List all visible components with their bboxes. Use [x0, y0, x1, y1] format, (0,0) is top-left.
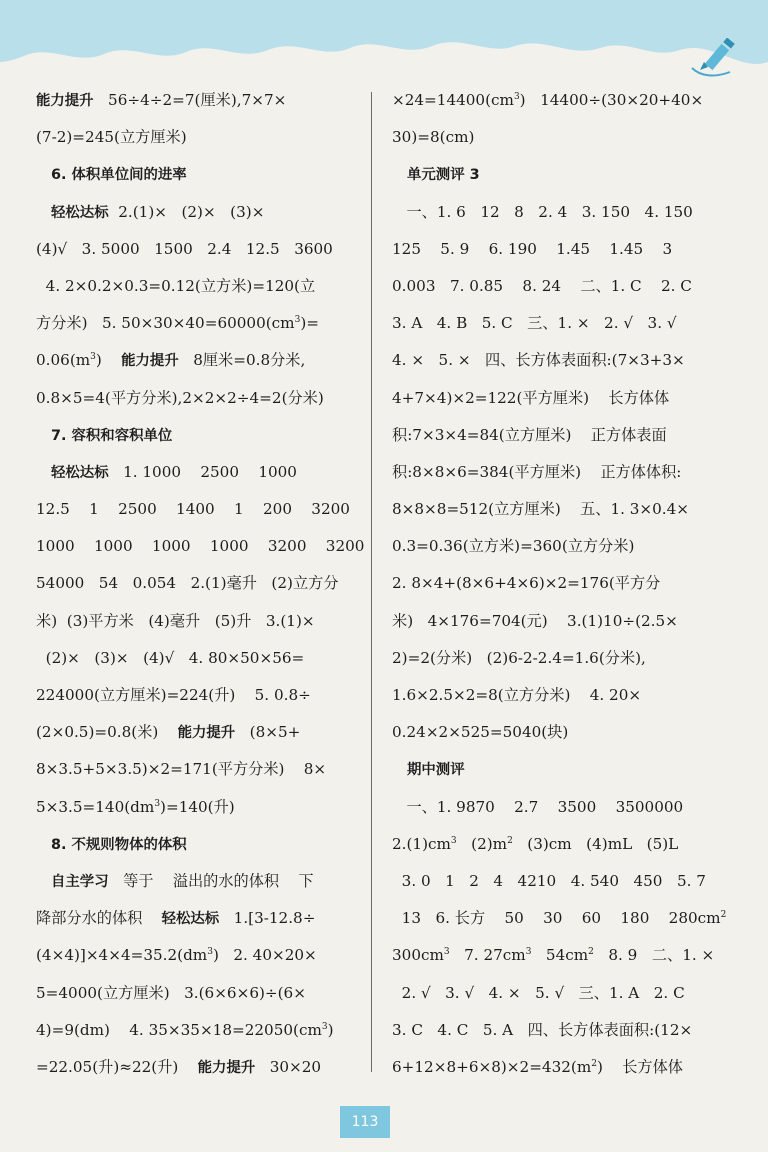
answer-text: )=140(升): [160, 797, 235, 816]
answer-text: ) 14400÷(30×20+40×: [519, 91, 704, 109]
answer-text: 一、1. 6 12 8 2. 4 3. 150 4. 150: [392, 202, 693, 221]
superscript: 3: [450, 835, 457, 846]
answer-text: 3. C 4. C 5. A 四、长方体表面积:(12×: [392, 1020, 693, 1039]
answer-text: 4)=9(dm) 4. 35×35×18=22050(cm: [36, 1020, 322, 1039]
bold-label: 7. 容积和容积单位: [36, 427, 173, 444]
answer-text: 8. 9 二、1. ×: [593, 946, 715, 965]
answer-text: 5×3.5=140(dm: [36, 797, 155, 816]
section-heading: [36, 417, 358, 454]
superscript: 3: [443, 947, 450, 958]
answer-text: 1.[3-12.8÷: [219, 909, 316, 928]
answer-line: [392, 1049, 714, 1086]
superscript: 2: [720, 910, 727, 921]
answer-text: 8×8×8=512(立方厘米) 五、1. 3×0.4×: [392, 500, 690, 519]
answer-text: 8×3.5+5×3.5)×2=171(平方分米) 8×: [36, 760, 327, 779]
answer-text: 4. × 5. × 四、长方体表面积:(7×3+3×: [392, 351, 685, 370]
answer-line: [392, 640, 714, 677]
bold-label: 期中测评: [392, 762, 465, 779]
answer-line: [36, 900, 358, 937]
answer-line: [392, 417, 714, 454]
answer-text: )=: [300, 314, 319, 333]
answer-text: 等于 溢出的水的体积 下: [108, 871, 314, 890]
answer-line: [392, 714, 714, 751]
answer-line: [392, 268, 714, 305]
answer-line: [392, 826, 714, 863]
bold-label: 轻松达标: [161, 911, 220, 928]
superscript: 3: [90, 352, 96, 363]
answer-text: ×24=14400(cm: [392, 91, 514, 109]
superscript: 3: [294, 315, 301, 326]
answer-text: 米) (3)平方米 (4)毫升 (5)升 3.(1)×: [36, 611, 315, 630]
answer-text: 2.(1)cm: [392, 834, 451, 853]
answer-line: [36, 342, 358, 379]
page-number: 113: [340, 1106, 390, 1138]
bold-label: 能力提升: [36, 93, 94, 109]
answer-line: [392, 900, 727, 937]
answer-line: [392, 937, 714, 974]
answer-line: [36, 677, 358, 714]
bold-label: 轻松达标: [36, 204, 109, 221]
answer-line: [392, 863, 714, 900]
bold-label: 轻松达标: [36, 464, 109, 481]
answer-text: 2)=2(分米) (2)6-2-2.4=1.6(分米),: [392, 648, 646, 667]
answer-text: 5=4000(立方厘米) 3.(6×6×6)÷(6×: [36, 983, 306, 1002]
answer-text: 12.5 1 2500 1400 1 200 3200: [36, 500, 350, 519]
answer-text: 米) 4×176=704(元) 3.(1)10÷(2.5×: [392, 611, 678, 630]
answer-line: [392, 380, 714, 417]
bold-label: 单元测评 3: [392, 167, 480, 184]
superscript: 3: [513, 92, 520, 102]
superscript: 3: [154, 798, 161, 809]
answer-text: 7. 27cm: [449, 946, 526, 965]
answer-text: 4. 2×0.2×0.3=0.12(立方米)=120(立: [36, 276, 316, 295]
superscript: 3: [207, 947, 213, 958]
answer-line: [36, 863, 358, 900]
superscript: 2: [588, 947, 594, 958]
superscript: 3: [525, 947, 532, 958]
answer-text: 0.8×5=4(平方分米),2×2×2÷4=2(分米): [36, 388, 324, 407]
answer-text: 3. A 4. B 5. C 三、1. × 2. √ 3. √: [392, 314, 677, 333]
answer-line: [36, 640, 358, 677]
answer-text: 1. 1000 2500 1000: [108, 462, 297, 481]
answer-line: [36, 491, 358, 528]
answer-text: 54cm: [531, 946, 589, 965]
answer-line: [392, 82, 714, 119]
answer-line: [392, 491, 714, 528]
answer-text: ) 长方体体: [596, 1057, 683, 1076]
bold-label: 能力提升: [177, 725, 236, 742]
bold-label: 6. 体积单位间的进率: [36, 167, 187, 184]
answer-line: [36, 194, 358, 231]
section-heading: [36, 826, 358, 863]
answer-line: [36, 1049, 358, 1086]
answer-text: (7-2)=245(立方厘米): [36, 128, 187, 147]
answer-text: 2. √ 3. √ 4. × 5. √ 三、1. A 2. C: [392, 983, 685, 1002]
bold-label: 自主学习: [36, 873, 109, 890]
answer-line: [392, 528, 714, 565]
answer-line: [36, 528, 365, 565]
bold-label: 能力提升: [197, 1059, 256, 1076]
answer-text: 300cm: [392, 946, 444, 965]
answer-text: 0.003 7. 0.85 8. 24 二、1. C 2. C: [392, 276, 692, 295]
answer-text: (8×5+: [235, 723, 301, 742]
left-column: [36, 82, 365, 1086]
answer-line: [392, 119, 714, 156]
answer-text: (4)√ 3. 5000 1500 2.4 12.5 3600: [36, 239, 333, 258]
answer-line: [36, 975, 358, 1012]
answer-text: 积:8×8×6=384(平方厘米) 正方体体积:: [392, 462, 682, 481]
answer-line: [36, 1012, 358, 1049]
answer-line: [36, 714, 358, 751]
section-heading: [36, 156, 358, 193]
right-column: [392, 82, 727, 1086]
answer-text: 224000(立方厘米)=224(升) 5. 0.8÷: [36, 686, 311, 704]
superscript: 3: [321, 1021, 328, 1032]
answer-text: ) 2. 40×20×: [212, 946, 317, 965]
answer-line: [36, 231, 358, 268]
answer-text: (3)cm (4)mL (5)L: [512, 834, 679, 853]
answer-line: [392, 975, 714, 1012]
answer-line: [36, 380, 358, 417]
answer-text: 13 6. 长方 50 30 60 180 280cm: [392, 909, 721, 928]
answer-text: ): [95, 351, 122, 370]
answer-line: [392, 305, 714, 342]
answer-text: (2)× (3)× (4)√ 4. 80×50×56=: [36, 648, 305, 667]
answer-line: [392, 565, 714, 602]
answer-text: 30×20: [255, 1057, 322, 1076]
answer-line: [392, 342, 714, 379]
column-divider: [371, 92, 372, 1072]
answer-text: 3. 0 1 2 4 4210 4. 540 450 5. 7: [392, 871, 706, 890]
answer-text: 54000 54 0.054 2.(1)毫升 (2)立方分: [36, 574, 339, 593]
answer-line: [392, 677, 714, 714]
answer-text: 6+12×8+6×8)×2=432(m: [392, 1057, 592, 1076]
answer-text: (2)m: [456, 834, 508, 853]
answer-text: 4+7×4)×2=122(平方厘米) 长方体体: [392, 388, 670, 407]
answer-text: 积:7×3×4=84(立方厘米) 正方体表面: [392, 425, 667, 444]
answer-text: =22.05(升)≈22(升): [36, 1057, 198, 1076]
answer-text: 56÷4÷2=7(厘米),7×7×: [93, 91, 287, 109]
bold-label: 能力提升: [121, 353, 179, 370]
answer-text: 1000 1000 1000 1000 3200 3200: [36, 537, 365, 556]
answer-text: 方分米) 5. 50×30×40=60000(cm: [36, 314, 295, 333]
answer-line: [36, 565, 358, 602]
answer-line: [36, 268, 358, 305]
answer-line: [392, 454, 714, 491]
answer-line: [36, 454, 358, 491]
answer-line: [392, 194, 714, 231]
pencil-logo-icon: [686, 38, 746, 80]
section-heading: [392, 156, 714, 193]
wave-header-banner: [0, 0, 768, 90]
superscript: 2: [591, 1058, 597, 1069]
answer-text: ): [327, 1020, 334, 1039]
section-heading: [392, 751, 714, 788]
answer-line: [36, 305, 358, 342]
answer-text: 2.(1)× (2)× (3)×: [108, 202, 265, 221]
answer-line: [392, 789, 714, 826]
answer-line: [392, 231, 714, 268]
answer-text: 一、1. 9870 2.7 3500 3500000: [392, 797, 684, 816]
answer-line: [36, 751, 358, 788]
answer-text: 2. 8×4+(8×6+4×6)×2=176(平方分: [392, 574, 661, 593]
answer-line: [392, 603, 714, 640]
superscript: 2: [507, 835, 513, 846]
answer-line: [36, 82, 358, 119]
answer-text: 0.06(m: [36, 351, 91, 370]
bold-label: 8. 不规则物体的体积: [36, 836, 187, 853]
answer-text: (4×4)]×4×4=35.2(dm: [36, 946, 208, 965]
answer-line: [36, 937, 358, 974]
answer-text: 0.24×2×525=5040(块): [392, 723, 569, 742]
answer-line: [36, 603, 358, 640]
answer-text: 8厘米=0.8分米,: [178, 351, 306, 370]
answer-line: [36, 789, 358, 826]
answer-text: 1.6×2.5×2=8(立方分米) 4. 20×: [392, 686, 642, 704]
answer-text: 0.3=0.36(立方米)=360(立方分米): [392, 537, 635, 556]
answer-text: 125 5. 9 6. 190 1.45 1.45 3: [392, 239, 673, 258]
answer-line: [392, 1012, 714, 1049]
answer-text: 降部分水的体积: [36, 909, 162, 928]
answer-text: (2×0.5)=0.8(米): [36, 723, 178, 742]
answer-line: [36, 119, 358, 156]
answer-text: 30)=8(cm): [392, 128, 475, 147]
